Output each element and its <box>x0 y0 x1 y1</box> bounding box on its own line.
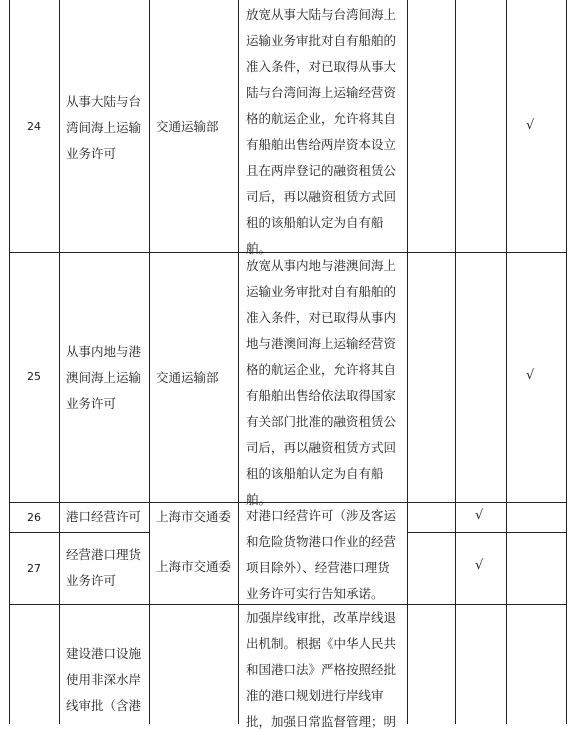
department: 交通运输部 <box>156 119 219 134</box>
grid-line <box>506 0 507 724</box>
item-name: 港口经营许可 <box>66 509 142 524</box>
row-number: 26 <box>27 511 41 524</box>
check-mark: √ <box>475 558 484 573</box>
grid-line <box>9 532 149 533</box>
grid-line <box>59 0 60 724</box>
grid-line <box>566 0 567 724</box>
item-name: 从事内地与港 澳间海上运输 业务许可 <box>66 344 142 411</box>
department: 交通运输部 <box>156 370 219 385</box>
item-name: 建设港口设施 使用非深水岸 线审批（含港 <box>66 646 142 713</box>
measure-text: 放宽从事内地与港澳间海上 运输业务审批对自有船舶的 准入条件，对已取得从事内 地与港澳间海上运输经营资 格的航运企业，允许将其自 有船舶出售给依法取得国家 有关部门批准的融资租赁公 司后，再以融资租赁方式回 租的该船舶认定为自有船 舶。 <box>246 258 397 507</box>
grid-line <box>407 532 566 533</box>
grid-line <box>455 0 456 724</box>
row-number: 25 <box>27 370 41 383</box>
item-name: 从事大陆与台 湾间海上运输 业务许可 <box>66 94 142 161</box>
check-mark: √ <box>475 508 484 523</box>
check-mark: √ <box>526 368 535 383</box>
grid-line <box>238 0 239 724</box>
grid-line <box>9 0 10 724</box>
measure-text: 加强岸线审批，改革岸线退 出机制。根据《中华人民共 和国港口法》严格按照经批 准的港口规划进行岸线审 批，加强日常监督管理；明 <box>246 610 397 729</box>
check-mark: √ <box>526 118 535 133</box>
item-name: 经营港口理货 业务许可 <box>66 547 142 588</box>
row-number: 24 <box>27 120 41 133</box>
row-number: 27 <box>27 562 41 575</box>
measure-text: 对港口经营许可（涉及客运 和危险货物港口作业的经营 项目除外）、经营港口理货 业务许可实行告知承诺。 <box>246 508 397 601</box>
grid-line <box>149 0 150 724</box>
grid-line <box>407 0 408 724</box>
measure-text: 放宽从事大陆与台湾间海上 运输业务审批对自有船舶的 准入条件，对已取得从事大 陆与台湾间海上运输经营资 格的航运企业，允许将其自 有船舶出售给两岸资本设立 且在两岸登记的融资租赁公 司后，再以融资租赁方式回 租的该船舶认定为自有船 舶。 <box>246 7 397 256</box>
department: 上海市交通委 <box>156 559 232 574</box>
department: 上海市交通委 <box>156 509 232 524</box>
